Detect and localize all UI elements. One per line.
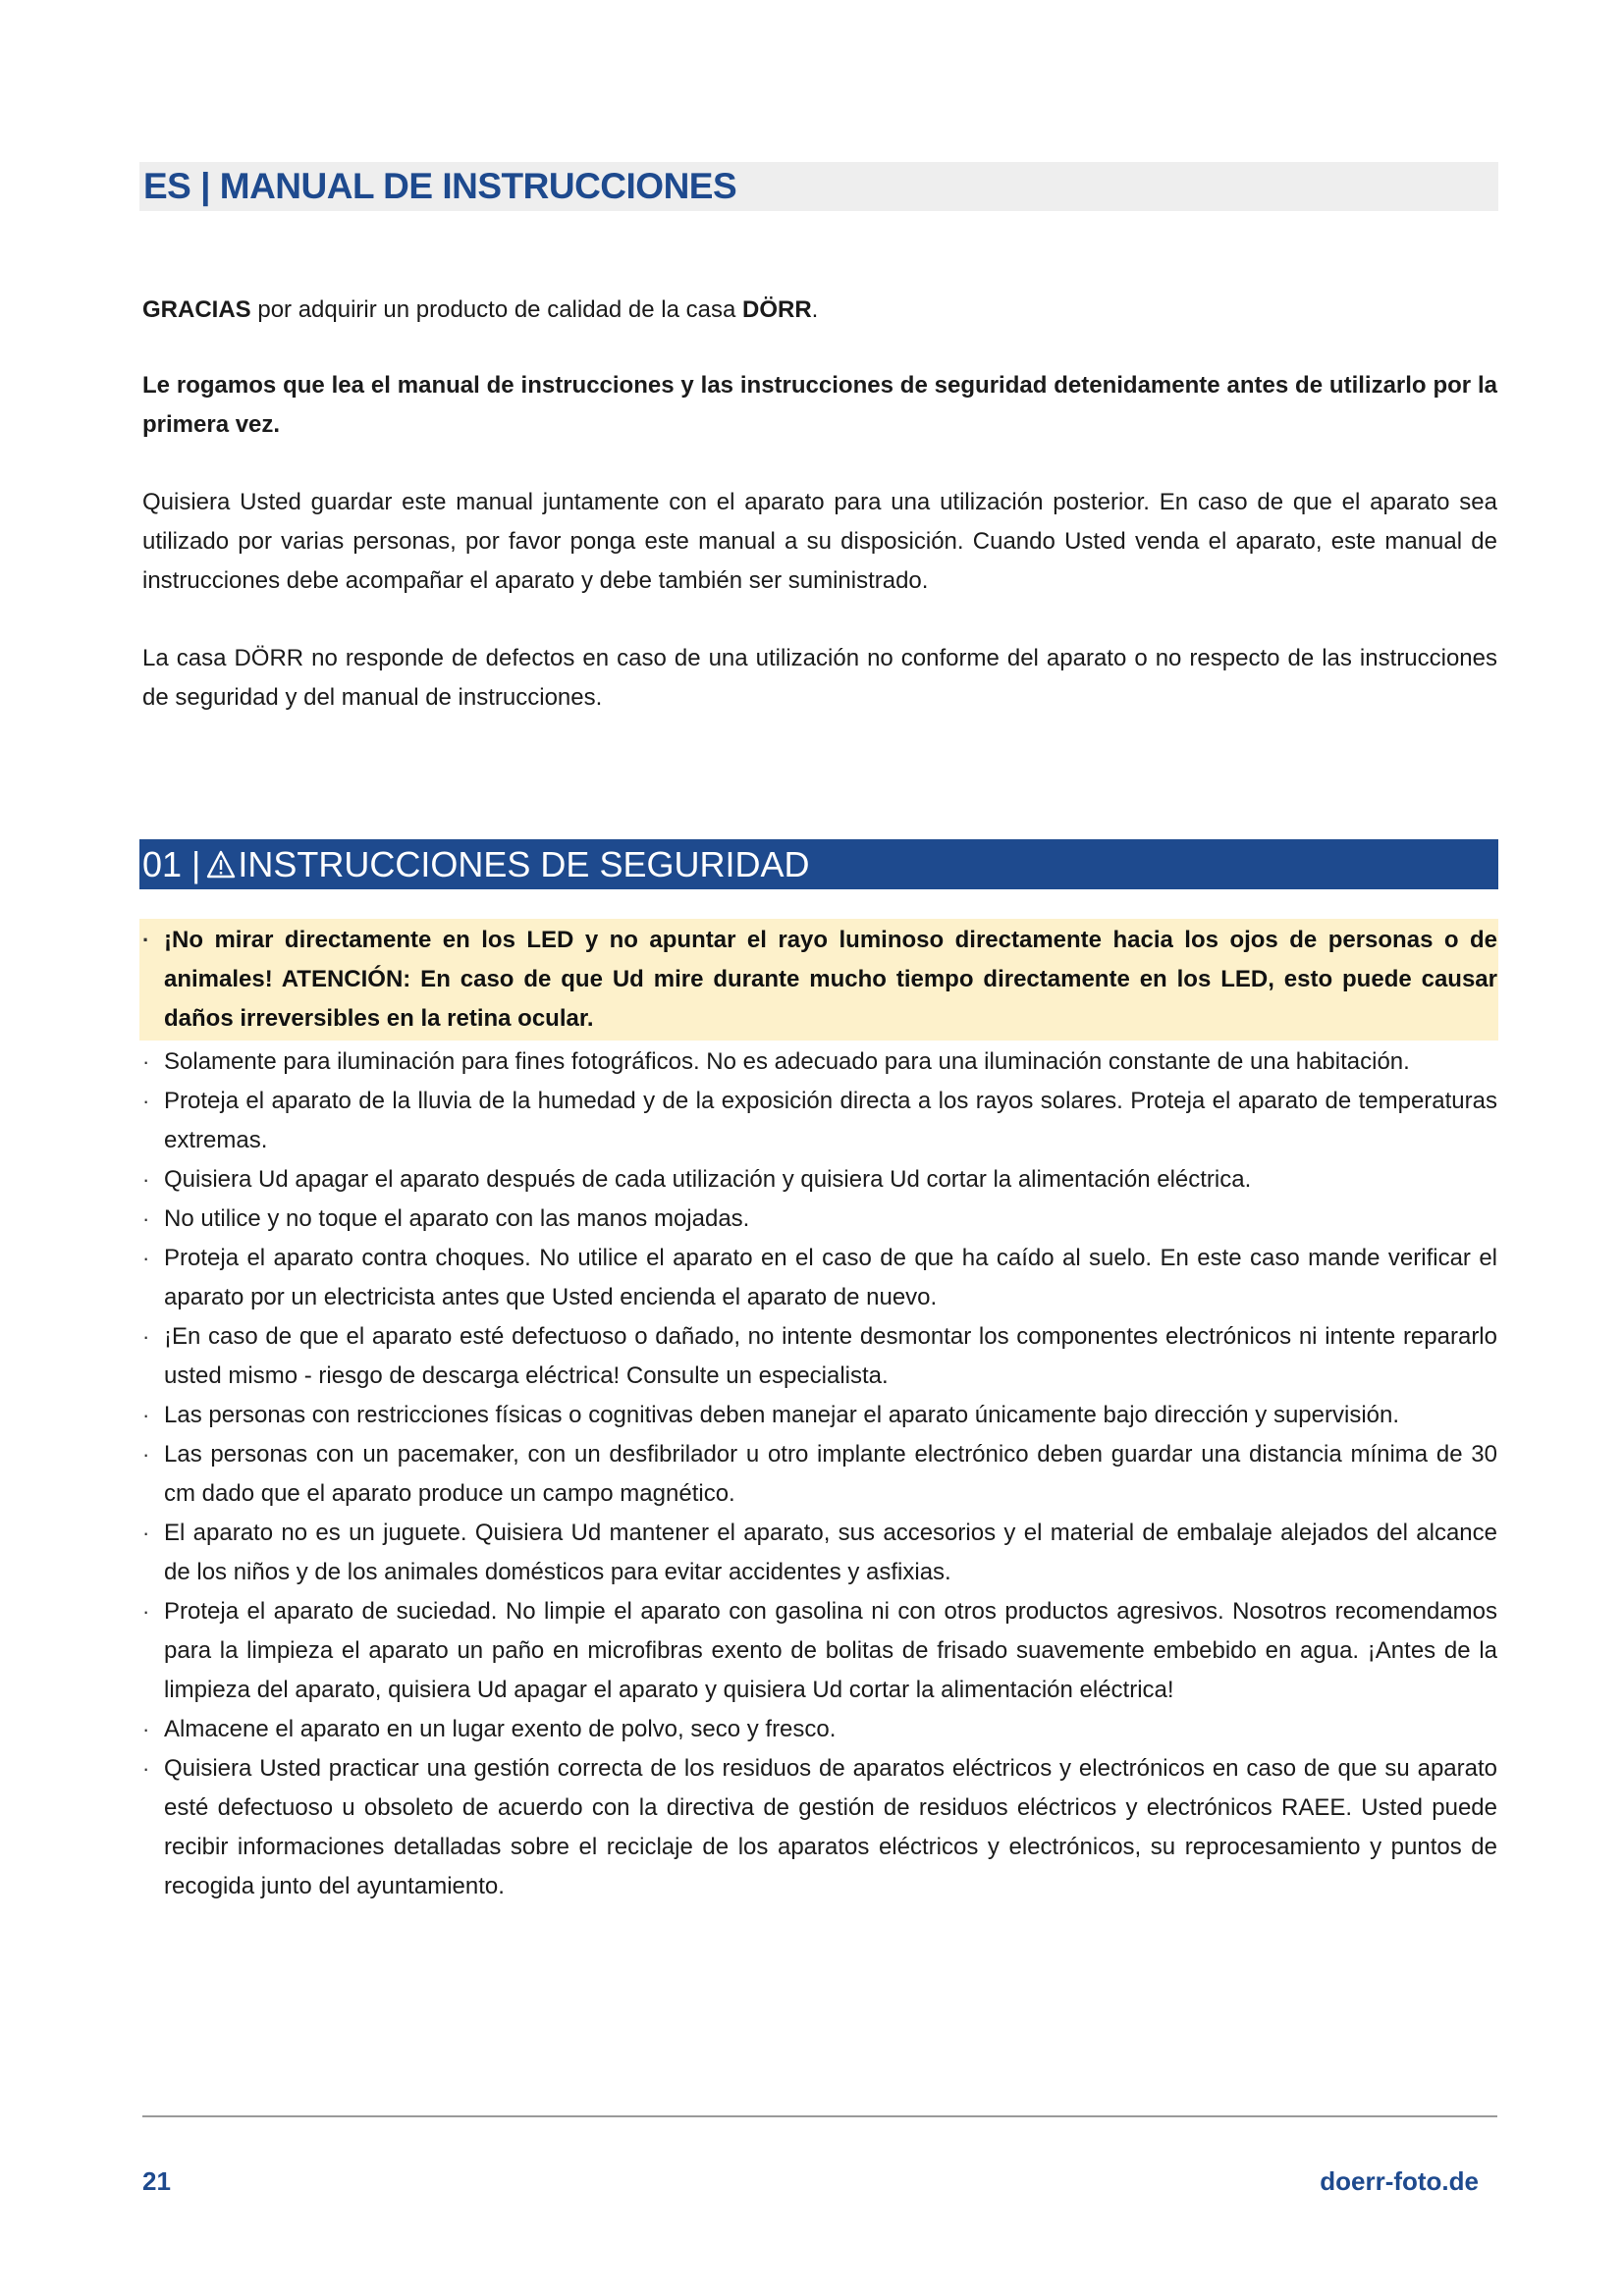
list-item-text: Quisiera Ud apagar el aparato después de cada utilización y quisiera Ud cortar la alimentación eléctrica. (164, 1166, 1252, 1193)
list-item-text: Las personas con restricciones físicas o cognitivas deben manejar el aparato únicamente bajo dirección y supervisión. (164, 1402, 1400, 1428)
list-item (142, 921, 1497, 1039)
bullet-icon: · (142, 928, 150, 952)
bullet-icon: · (142, 1206, 150, 1231)
section-header-safety (139, 839, 1498, 889)
list-item (142, 1592, 1497, 1710)
warning-triangle-icon (206, 850, 236, 880)
bullet-icon: · (142, 1442, 150, 1467)
bullet-icon: · (142, 1089, 150, 1113)
list-item-text: Almacene el aparato en un lugar exento de polvo, seco y fresco. (164, 1716, 837, 1742)
section-number: 01 | (142, 844, 201, 884)
website-link[interactable]: doerr-foto.de (1320, 2166, 1479, 2196)
thanks-bold: GRACIAS (142, 296, 251, 323)
thanks-text: por adquirir un producto de calidad de la casa (250, 296, 742, 323)
list-item (142, 1042, 1497, 1082)
warning-list (142, 921, 1497, 1039)
footer-divider (142, 2115, 1497, 2117)
list-item (142, 1239, 1497, 1317)
page-header (139, 162, 1498, 211)
list-item-text: Quisiera Usted practicar una gestión correcta de los residuos de aparatos eléctricos y electrónicos en caso de que su aparato esté defectuoso u obsoleto de acuerdo con la directiva de gestión de residuos eléctricos y electrónicos RAEE. Usted puede recibir informaciones detalladas sobre el reciclaje de los aparatos eléctricos y electrónicos, su reprocesamiento y puntos de recogida junto del ayuntamiento. (164, 1755, 1497, 1899)
bullet-icon: · (142, 1599, 150, 1624)
intro-thanks (142, 291, 1497, 330)
list-item (142, 1200, 1497, 1239)
bullet-icon: · (142, 1324, 150, 1349)
thanks-end: . (811, 296, 819, 323)
list-item-text: El aparato no es un juguete. Quisiera Ud mantener el aparato, sus accesorios y el material de embalaje alejados del alcance de los niños y de los animales domésticos para evitar accidentes y asfixias. (164, 1520, 1497, 1585)
intro-liability: La casa DÖRR no responde de defectos en caso de una utilización no conforme del aparato o no respecto de las instrucciones de seguridad y del manual de instrucciones. (142, 645, 1497, 711)
list-item-text: Solamente para iluminación para fines fotográficos. No es adecuado para una iluminación constante de una habitación. (164, 1048, 1410, 1075)
section-title: INSTRUCCIONES DE SEGURIDAD (238, 844, 810, 884)
page-number: 21 (142, 2166, 171, 2196)
intro-please-read: Le rogamos que lea el manual de instrucciones y las instrucciones de seguridad detenidamente antes de utilizarlo por la primera vez. (142, 372, 1497, 438)
list-item-text: ¡En caso de que el aparato esté defectuoso o dañado, no intente desmontar los componentes electrónicos ni intente repararlo usted mismo - riesgo de descarga eléctrica! Consulte un especialista. (164, 1323, 1497, 1389)
brand-name: DÖRR (742, 296, 812, 323)
bullet-icon: · (142, 1246, 150, 1270)
list-item-text: No utilice y no toque el aparato con las manos mojadas. (164, 1205, 750, 1232)
list-item-text: Proteja el aparato de suciedad. No limpie el aparato con gasolina ni con otros productos agresivos. Nosotros recomendamos para la limpieza el aparato un paño en microfibras exento de bolitas de frisado suavemente embebido en agua. ¡Antes de la limpieza del aparato, quisiera Ud apagar el aparato y quisiera Ud cortar la alimentación eléctrica! (164, 1598, 1497, 1703)
bullet-icon: · (142, 1756, 150, 1781)
list-item (142, 1514, 1497, 1592)
list-item (142, 1435, 1497, 1514)
intro-keep-manual: Quisiera Usted guardar este manual juntamente con el aparato para una utilización posterior. En caso de que el aparato sea utilizado por varias personas, por favor ponga este manual a su disposición. Cuando Usted venda el aparato, este manual de instrucciones debe acompañar el aparato y debe también ser suministrado. (142, 489, 1497, 594)
list-item (142, 1160, 1497, 1200)
list-item (142, 1710, 1497, 1749)
bullet-icon: · (142, 1403, 150, 1427)
list-item (142, 1396, 1497, 1435)
bullet-icon: · (142, 1049, 150, 1074)
bullet-icon: · (142, 1521, 150, 1545)
bullet-icon: · (142, 1167, 150, 1192)
list-item-text: Proteja el aparato de la lluvia de la humedad y de la exposición directa a los rayos solares. Proteja el aparato de temperaturas extremas. (164, 1088, 1497, 1153)
list-item (142, 1749, 1497, 1906)
page-title: ES | MANUAL DE INSTRUCCIONES (143, 166, 737, 206)
list-item (142, 1317, 1497, 1396)
list-item-text: Proteja el aparato contra choques. No utilice el aparato en el caso de que ha caído al suelo. En este caso mande verificar el aparato por un electricista antes que Usted encienda el aparato de nuevo. (164, 1245, 1497, 1310)
list-item (142, 1082, 1497, 1160)
safety-list (142, 1042, 1497, 1906)
list-item-text: ¡No mirar directamente en los LED y no apuntar el rayo luminoso directamente hacia los ojos de personas o de animales! ATENCIÓN: En caso de que Ud mire durante mucho tiempo directamente en los LED, esto puede causar daños irreversibles en la retina ocular. (164, 927, 1497, 1032)
list-item-text: Las personas con un pacemaker, con un desfibrilador u otro implante electrónico deben guardar una distancia mínima de 30 cm dado que el aparato produce un campo magnético. (164, 1441, 1497, 1507)
bullet-icon: · (142, 1717, 150, 1741)
